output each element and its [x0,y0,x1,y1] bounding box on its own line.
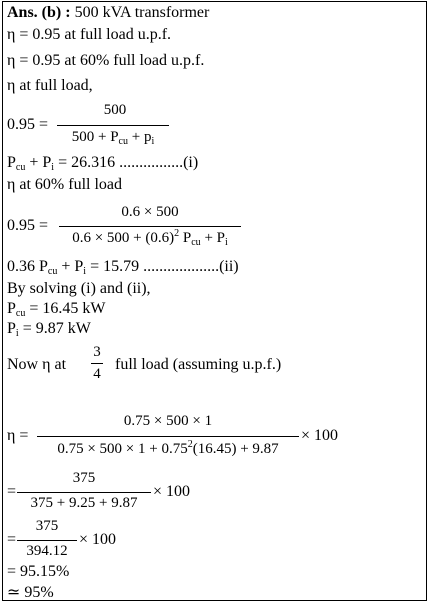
solution-box [2,1,427,601]
now-frac-den: 4 [93,366,101,382]
eq5-fraction-bar [17,540,77,541]
r1-mid: + P [25,154,52,171]
r2-sub-i: i [83,266,87,277]
pcu-p: P [7,300,16,317]
eq1-den-sub-i: i [151,136,155,147]
eq2-denominator [59,228,241,248]
now-frac-bar [91,363,103,364]
eq1-den-part-b: + p [128,129,152,145]
pi-sub: i [15,328,19,339]
pi-p: P [7,320,16,337]
eq1-den-part: 500 + P [71,129,119,145]
eq1-denominator [57,129,169,147]
result-percent: = 95.15% [7,563,70,580]
eq2-fraction-bar [59,226,241,227]
eq5-lhs: = [7,531,17,548]
eq4-numerator: 375 [72,470,96,486]
eq3-lhs: η = [7,427,29,444]
eq2-den-sub-cu: cu [191,237,201,248]
eq1-numerator: 500 [103,102,127,118]
given-line-1: η = 0.95 at full load u.p.f. [7,26,172,43]
eq2-den-a: 0.6 × 500 + [72,230,146,246]
eq3-times: × 100 [301,427,339,444]
final-value: 95% [20,584,54,601]
answer-heading [7,4,209,22]
eq2-den-paren: (0.6) [145,230,175,246]
eq1-fraction-bar [57,125,169,126]
eq3-den-sup: 2 [187,439,193,450]
r2-b: + P [57,258,84,275]
eq3-den-a: 0.75 × 500 × 1 + 0.75 [57,441,188,457]
now-frac-num: 3 [93,344,101,360]
now-before: Now η at [7,356,67,373]
pcu-sub: cu [15,308,26,319]
given-line-3: η at full load, [7,77,93,94]
eq2-den-c: + P [200,230,225,246]
r1-p: P [7,154,16,171]
eq5-numerator: 375 [35,518,59,534]
eq5-denominator: 394.12 [26,543,68,559]
answer-text: 500 kVA transformer [74,4,210,21]
eq3-den-b: (16.45) + 9.87 [192,441,279,457]
solve-line: By solving (i) and (ii), [7,280,151,297]
eq3-fraction-bar [37,436,299,437]
eq2-numerator: 0.6 × 500 [121,204,179,220]
result-line-1 [7,154,198,177]
r2-a: 0.36 P [7,258,48,275]
eq3-denominator [37,439,299,458]
eq2-lhs: 0.95 = [7,217,49,234]
eq2-den-b: P [179,230,192,246]
final-answer [7,584,54,601]
eq2-den-sub-i: i [225,237,228,248]
eq4-times: × 100 [153,483,191,500]
line-60-percent: η at 60% full load [7,176,123,193]
r1-sub-cu: cu [15,162,26,173]
eq5-times: × 100 [79,531,117,548]
approx-symbol: ≃ [7,584,21,601]
result-line-2 [7,258,239,281]
given-line-2: η = 0.95 at 60% full load u.p.f. [7,52,205,69]
r1-sub-i: i [51,162,55,173]
eq1-den-sub-cu: cu [118,136,128,147]
eq2-den-sup: 2 [174,228,180,239]
now-after: full load (assuming u.p.f.) [115,356,282,373]
pi-rest: = 9.87 kW [18,320,91,337]
eq3-numerator: 0.75 × 500 × 1 [123,413,213,429]
eq4-fraction-bar [17,492,151,493]
answer-label: Ans. (b) : [7,4,71,21]
r1-rest: = 26.316 ................(i) [54,154,199,171]
r2-c: = 15.79 ...................(ii) [86,258,239,275]
eq4-lhs: = [7,483,17,500]
r2-sub-cu: cu [47,266,58,277]
pi-result [7,320,91,343]
pcu-rest: = 16.45 kW [25,300,106,317]
eq1-lhs: 0.95 = [7,116,49,133]
eq4-denominator: 375 + 9.25 + 9.87 [30,495,138,511]
